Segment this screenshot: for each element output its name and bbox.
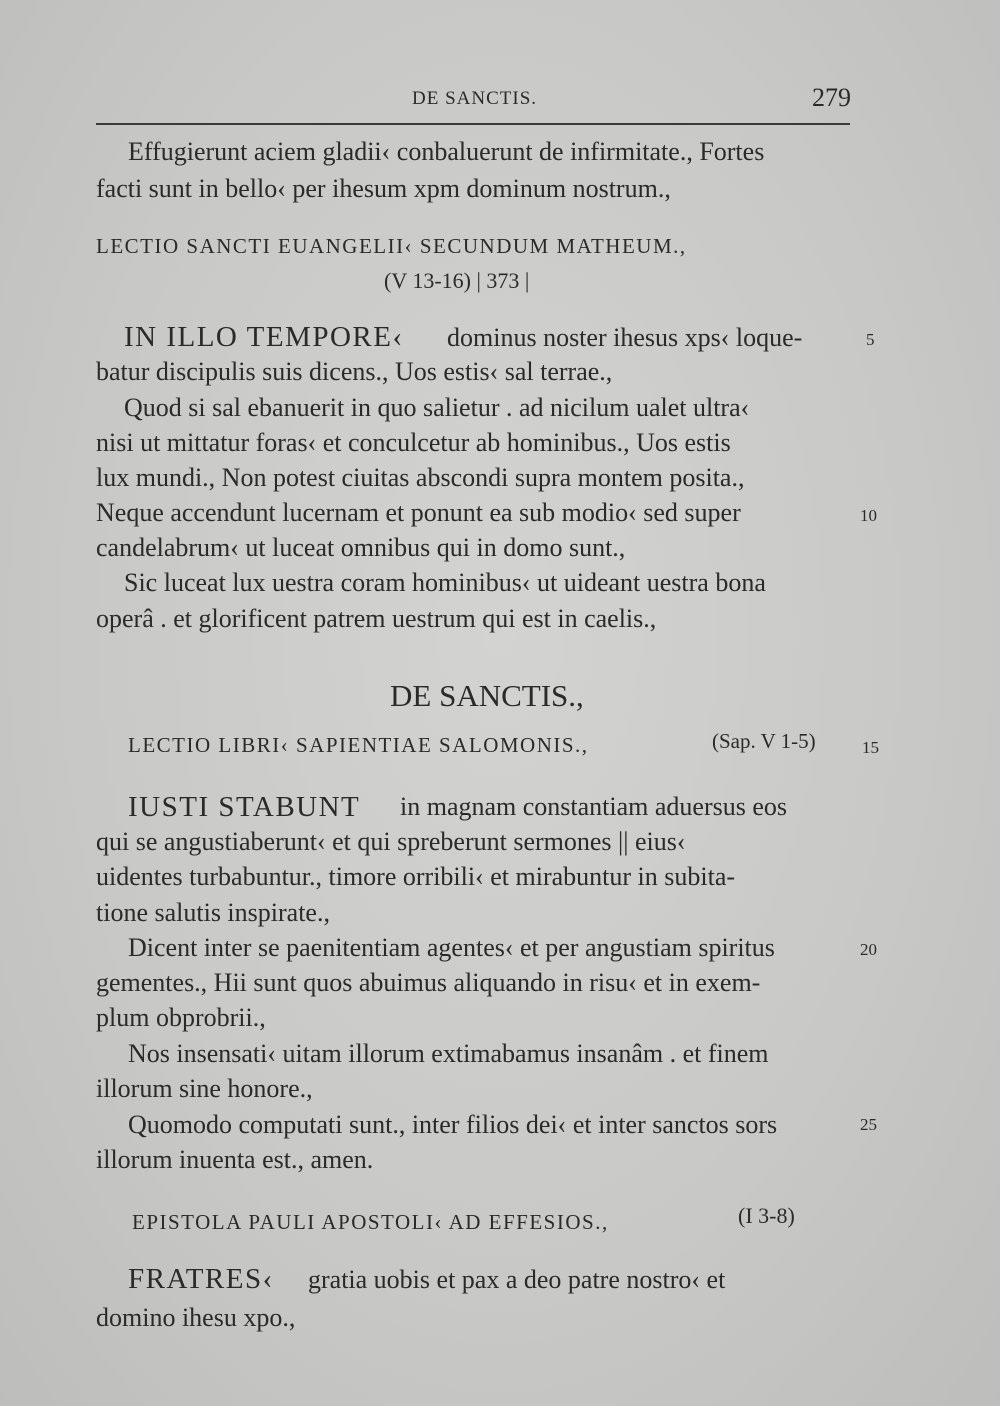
text-line: Quomodo computati sunt., inter filios dei‹ et inter sanctos sors	[128, 1110, 778, 1139]
text-line: candelabrum‹ ut luceat omnibus qui in domo sunt.,	[96, 533, 626, 562]
page-number: 279	[812, 83, 851, 112]
text-line: dominus noster ihesus xps‹ loque-	[447, 323, 803, 352]
text-line: Nos insensati‹ uitam illorum extimabamus insanâm . et finem	[128, 1039, 769, 1068]
text-line: qui se angustiaberunt‹ et qui spreberunt sermones || eius‹	[96, 827, 686, 856]
text-line: uidentes turbabuntur., timore orribili‹ et mirabuntur in subita-	[96, 862, 736, 891]
text-line: nisi ut mittatur foras‹ et conculcetur ab hominibus., Uos estis	[96, 428, 731, 457]
text-line: plum obprobrii.,	[96, 1003, 266, 1032]
header-rule	[96, 123, 850, 125]
text-line: illorum sine honore.,	[96, 1074, 313, 1103]
text-line: domino ihesu xpo.,	[96, 1303, 296, 1332]
line-number: 20	[860, 940, 877, 959]
incipit: IUSTI STABUNT	[128, 791, 361, 823]
text-line: illorum inuenta est., amen.	[96, 1145, 374, 1174]
text-line: lux mundi., Non potest ciuitas abscondi supra montem posita.,	[96, 463, 745, 492]
reference: (V 13-16) | 373 |	[384, 268, 530, 293]
text-line: Effugierunt aciem gladii‹ conbaluerunt de infirmitate., Fortes	[128, 137, 765, 166]
text-line: batur discipulis suis dicens., Uos estis‹ sal terrae.,	[96, 357, 613, 386]
running-header: DE SANCTIS.	[412, 88, 538, 109]
incipit: IN ILLO TEMPORE‹	[124, 321, 404, 353]
line-number: 5	[866, 330, 875, 349]
line-number: 15	[862, 738, 879, 757]
line-number: 25	[860, 1115, 877, 1134]
text-line: Neque accendunt lucernam et ponunt ea sub modio‹ sed super	[96, 498, 741, 527]
section-title: DE SANCTIS.,	[390, 678, 584, 713]
reference: (Sap. V 1-5)	[712, 729, 816, 753]
text-line: tione salutis inspirate.,	[96, 898, 330, 927]
text-line: gementes., Hii sunt quos abuimus aliquando in risu‹ et in exem-	[96, 968, 761, 997]
text-line: Quod si sal ebanuerit in quo salietur . ad nicilum ualet ultra‹	[124, 393, 750, 422]
text-line: gratia uobis et pax a deo patre nostro‹ et	[308, 1265, 726, 1294]
lectio-heading: LECTIO SANCTI EUANGELII‹ SECUNDUM MATHEUM.,	[96, 234, 687, 258]
text-line: Sic luceat lux uestra coram hominibus‹ ut uideant uestra bona	[124, 568, 766, 597]
text-line: operâ . et glorificent patrem uestrum qui est in caelis.,	[96, 604, 657, 633]
epistola-heading: EPISTOLA PAULI APOSTOLI‹ AD EFFESIOS.,	[132, 1210, 609, 1234]
lectio-heading: LECTIO LIBRI‹ SAPIENTIAE SALOMONIS.,	[128, 733, 589, 757]
text-line: Dicent inter se paenitentiam agentes‹ et per angustiam spiritus	[128, 933, 775, 962]
text-line: facti sunt in bello‹ per ihesum xpm dominum nostrum.,	[96, 174, 671, 203]
line-number: 10	[860, 506, 877, 525]
reference: (I 3-8)	[738, 1203, 795, 1228]
incipit: FRATRES‹	[128, 1263, 274, 1295]
text-line: in magnam constantiam aduersus eos	[400, 792, 788, 821]
